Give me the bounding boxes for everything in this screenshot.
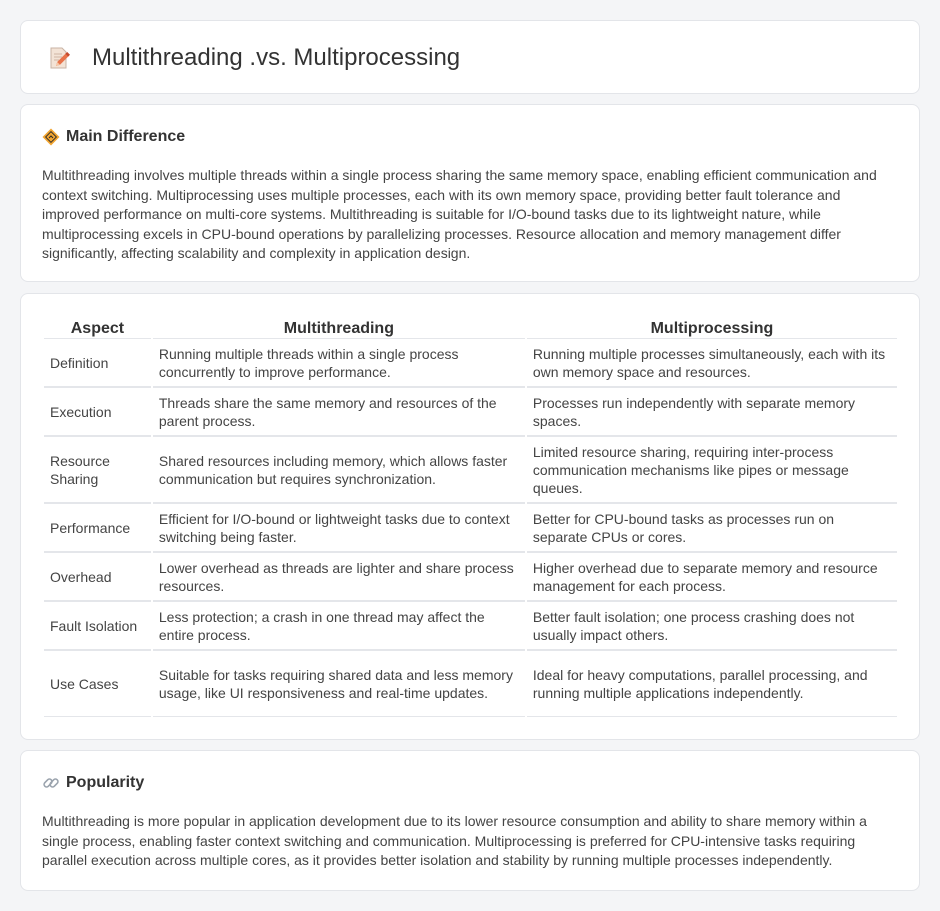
multithreading-cell: Suitable for tasks requiring shared data and less memory usage, like UI responsiveness and real-time updates.: [153, 650, 525, 717]
diamond-sign-icon: [42, 128, 60, 146]
table-row: [44, 387, 897, 436]
column-header-multiprocessing: Multiprocessing: [650, 320, 774, 337]
page-title: Multithreading .vs. Multiprocessing: [92, 44, 461, 71]
main-difference-text: Multithreading involves multiple threads within a single process sharing the same memory space, enabling efficient communication and context switching. Multiprocessing uses multiple processes, each with its own memory space, providing better fault tolerance and improved performance on multi-core systems. Multithreading is suitable for I/O-bound tasks due to its lightweight nature, while multiprocessing excels in CPU-bound operations by parallelizing processes. Resource allocation and memory management differ significantly, affecting scalability and complexity in application design.: [42, 167, 877, 261]
multiprocessing-cell: Limited resource sharing, requiring inter-process communication mechanisms like pipes or message queues.: [527, 436, 897, 503]
main-difference-title: Main Difference: [66, 128, 186, 145]
multiprocessing-cell: Processes run independently with separate memory spaces.: [527, 387, 897, 436]
multithreading-cell: Lower overhead as threads are lighter and share process resources.: [153, 552, 525, 601]
comparison-table: [42, 316, 899, 717]
aspect-cell: Definition: [44, 338, 151, 387]
comparison-card: [20, 293, 920, 740]
aspect-cell: Performance: [44, 503, 151, 552]
table-header-row: [44, 316, 897, 338]
popularity-text: Multithreading is more popular in application development due to its lower resource consumption and ability to share memory within a single process, enabling faster context switching and communication. Multiprocessing is preferred for CPU-intensive tasks requiring parallel execution across multiple cores, as it provides better isolation and stability by running multiple processes independently.: [42, 813, 867, 868]
multithreading-cell: Threads share the same memory and resources of the parent process.: [153, 387, 525, 436]
multithreading-cell: Running multiple threads within a single process concurrently to improve performance.: [153, 338, 525, 387]
table-row: [44, 552, 897, 601]
multiprocessing-cell: Ideal for heavy computations, parallel processing, and running multiple applications independently.: [527, 650, 897, 717]
table-row: [44, 503, 897, 552]
multithreading-cell: Efficient for I/O-bound or lightweight tasks due to context switching being faster.: [153, 503, 525, 552]
popularity-card: [20, 750, 920, 891]
aspect-cell: Execution: [44, 387, 151, 436]
aspect-cell: Fault Isolation: [44, 601, 151, 650]
table-row: [44, 650, 897, 717]
column-header-aspect: Aspect: [70, 320, 125, 337]
popularity-title: Popularity: [66, 774, 145, 791]
multiprocessing-cell: Running multiple processes simultaneously, each with its own memory space and resources.: [527, 338, 897, 387]
main-difference-card: [20, 104, 920, 282]
aspect-cell: Resource Sharing: [44, 436, 151, 503]
popularity-heading: [42, 774, 144, 792]
aspect-cell: Overhead: [44, 552, 151, 601]
table-row: [44, 338, 897, 387]
multiprocessing-cell: Better for CPU-bound tasks as processes run on separate CPUs or cores.: [527, 503, 897, 552]
multithreading-cell: Shared resources including memory, which allows faster communication but requires synchronization.: [153, 436, 525, 503]
table-row: [44, 601, 897, 650]
document-pencil-icon: [47, 46, 71, 70]
multiprocessing-cell: Higher overhead due to separate memory and resource management for each process.: [527, 552, 897, 601]
table-row: [44, 436, 897, 503]
multiprocessing-cell: Better fault isolation; one process crashing does not usually impact others.: [527, 601, 897, 650]
column-header-multithreading: Multithreading: [283, 320, 394, 337]
multithreading-cell: Less protection; a crash in one thread may affect the entire process.: [153, 601, 525, 650]
main-difference-heading: [42, 128, 185, 146]
header-card: [20, 20, 920, 94]
link-icon: [42, 774, 60, 792]
aspect-cell: Use Cases: [44, 650, 151, 717]
